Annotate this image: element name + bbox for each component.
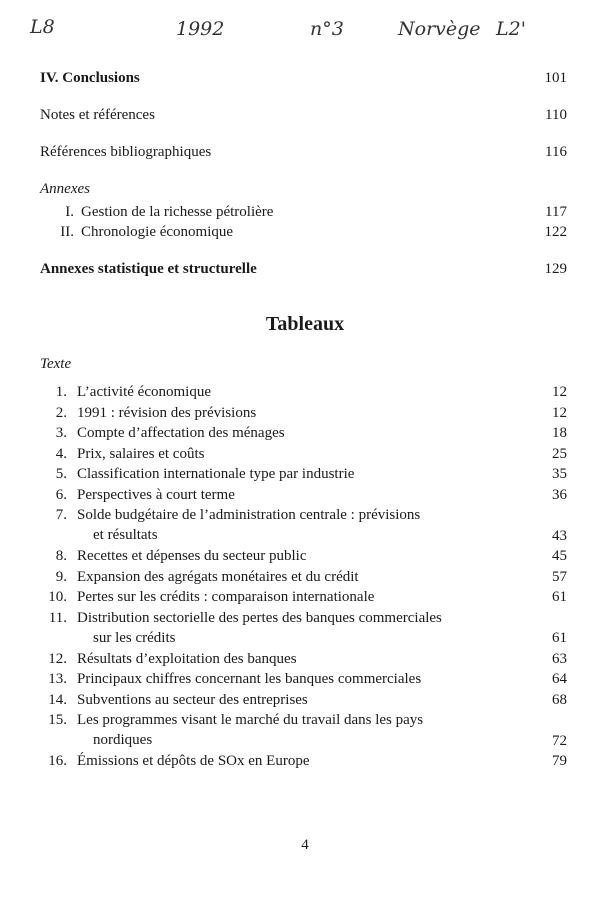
table-entry-page: 79	[552, 753, 567, 769]
table-entry-title-line: Classification internationale type par industrie	[77, 466, 355, 482]
toc-num: II.	[60, 224, 74, 240]
table-entry-number: 14.	[48, 691, 67, 708]
toc-page: 129	[544, 261, 567, 277]
table-entry-page: 35	[552, 466, 567, 482]
table-entry	[40, 587, 567, 608]
table-entry	[40, 567, 567, 588]
toc-entry-references	[40, 143, 567, 161]
table-entry-page: 68	[552, 691, 567, 708]
table-entry-title	[77, 690, 507, 710]
table-entry-title-line: Recettes et dépenses du secteur public	[77, 548, 307, 564]
page-number: 4	[301, 837, 309, 853]
table-entry-number: 16.	[48, 753, 67, 769]
table-entry-title	[77, 608, 507, 648]
toc-label: Annexes statistique et structurelle	[40, 261, 257, 277]
table-entry-title-line: Pertes sur les crédits : comparaison internationale	[77, 589, 375, 605]
toc-num: I.	[65, 204, 74, 220]
table-entry	[40, 710, 567, 751]
table-entry-title	[77, 403, 507, 423]
table-entry-page: 45	[552, 548, 567, 564]
table-entry-title-line: Perspectives à court terme	[77, 486, 235, 503]
table-entry-title	[77, 382, 507, 402]
table-entry-title	[77, 669, 507, 689]
table-entry-title	[77, 546, 507, 566]
table-entry-number: 6.	[55, 486, 67, 503]
table-entry-title-line: Compte d’affectation des ménages	[77, 425, 285, 441]
table-entry-title	[77, 649, 507, 669]
table-entry-number: 13.	[48, 671, 67, 687]
table-entry-page: 36	[552, 486, 567, 503]
table-entry	[40, 505, 567, 546]
table-entry-title-line: Les programmes visant le marché du travail dans les pays	[77, 712, 424, 728]
table-entry-number: 8.	[55, 548, 67, 564]
toc-annex-1	[52, 203, 567, 221]
toc-annexes-heading	[40, 180, 567, 198]
table-entry-page: 61	[552, 630, 567, 646]
table-entry-title-line: et résultats	[93, 527, 158, 543]
table-entry-page: 63	[552, 650, 567, 667]
toc-page: 117	[545, 204, 567, 220]
table-entry-page: 57	[552, 568, 567, 585]
table-entry-page: 12	[552, 404, 567, 421]
toc-label: Annexes	[40, 181, 90, 197]
toc-label: Chronologie économique	[81, 224, 234, 240]
table-entry	[40, 751, 567, 772]
table-entry	[40, 669, 567, 690]
toc-label: IV. Conclusions	[40, 70, 140, 86]
table-entry	[40, 649, 567, 670]
table-entry-title-line: Résultats d’exploitation des banques	[77, 650, 297, 667]
table-entry	[40, 382, 567, 403]
table-entry	[40, 423, 567, 444]
table-entry-number: 5.	[55, 466, 67, 482]
table-entry	[40, 690, 567, 711]
table-entry	[40, 444, 567, 465]
table-entry-title	[77, 444, 507, 464]
table-entry-page: 18	[552, 425, 567, 441]
toc-page: 116	[545, 144, 567, 160]
table-entry-title-line: Expansion des agrégats monétaires et du crédit	[77, 568, 359, 585]
table-entry-number: 11.	[48, 609, 67, 626]
section-title: Tableaux	[265, 313, 345, 335]
table-entry	[40, 608, 567, 649]
toc-label: Références bibliographiques	[40, 144, 212, 160]
table-entry-page: 64	[552, 671, 567, 687]
table-entry-title-line: 1991 : révision des prévisions	[77, 404, 257, 421]
toc-page: 101	[544, 70, 567, 86]
table-entry-title	[77, 710, 507, 750]
table-entry	[40, 464, 567, 485]
toc-label: Notes et références	[40, 107, 155, 123]
table-entry-number: 9.	[55, 568, 67, 585]
handwritten-note-4: Norvège	[398, 18, 481, 40]
table-entry-number: 1.	[55, 384, 67, 400]
toc-page: 110	[545, 107, 567, 123]
handwritten-note-5: L2'	[496, 18, 526, 40]
table-entry-number: 12.	[48, 650, 67, 667]
table-entry-title-line: L’activité économique	[77, 384, 211, 400]
table-entry-number: 4.	[55, 445, 67, 462]
toc-label: Gestion de la richesse pétrolière	[81, 204, 274, 220]
section-subheading: Texte	[40, 356, 72, 372]
table-entry-title	[77, 567, 507, 587]
table-entry-title-line: Solde budgétaire de l’administration centrale : prévisions	[77, 507, 421, 523]
toc-annex-2	[52, 223, 567, 241]
table-entry-title-line: Émissions et dépôts de SOx en Europe	[77, 753, 310, 769]
table-entry-title-line: nordiques	[93, 732, 153, 748]
table-entry-title-line: Subventions au secteur des entreprises	[77, 691, 308, 708]
table-entry-title	[77, 485, 507, 505]
toc-entry-conclusions	[40, 69, 567, 87]
table-entry-title-line: Principaux chiffres concernant les banques commerciales	[77, 671, 422, 687]
handwritten-note-3: n°3	[310, 18, 344, 40]
table-entry-title	[77, 464, 507, 484]
table-entry-page: 72	[552, 732, 567, 749]
table-entry	[40, 485, 567, 506]
handwritten-annotation	[28, 10, 588, 50]
table-entry-page: 12	[552, 384, 567, 400]
table-entry-number: 3.	[55, 425, 67, 441]
table-entry	[40, 403, 567, 424]
handwritten-note-1: L8	[30, 16, 55, 38]
toc-entry-statistical	[40, 260, 567, 278]
table-entry-number: 10.	[48, 589, 67, 605]
table-entry-title	[77, 751, 507, 771]
table-entry-title	[77, 423, 507, 443]
table-entry-page: 25	[552, 445, 567, 462]
table-entry-number: 2.	[55, 404, 67, 421]
table-entry-title	[77, 505, 507, 545]
table-entry-page: 43	[552, 527, 567, 544]
table-entry-title-line: Prix, salaires et coûts	[77, 445, 205, 462]
table-entry-number: 7.	[55, 507, 67, 523]
table-entry-title-line: sur les crédits	[93, 629, 176, 646]
table-entry-number: 15.	[48, 712, 67, 728]
toc-page: 122	[544, 224, 567, 240]
table-entry-title-line: Distribution sectorielle des pertes des banques commerciales	[77, 609, 442, 626]
table-entry	[40, 546, 567, 567]
toc-entry-notes	[40, 106, 567, 124]
table-entry-page: 61	[552, 589, 567, 605]
handwritten-note-2: 1992	[176, 18, 225, 40]
table-entry-title	[77, 587, 507, 607]
